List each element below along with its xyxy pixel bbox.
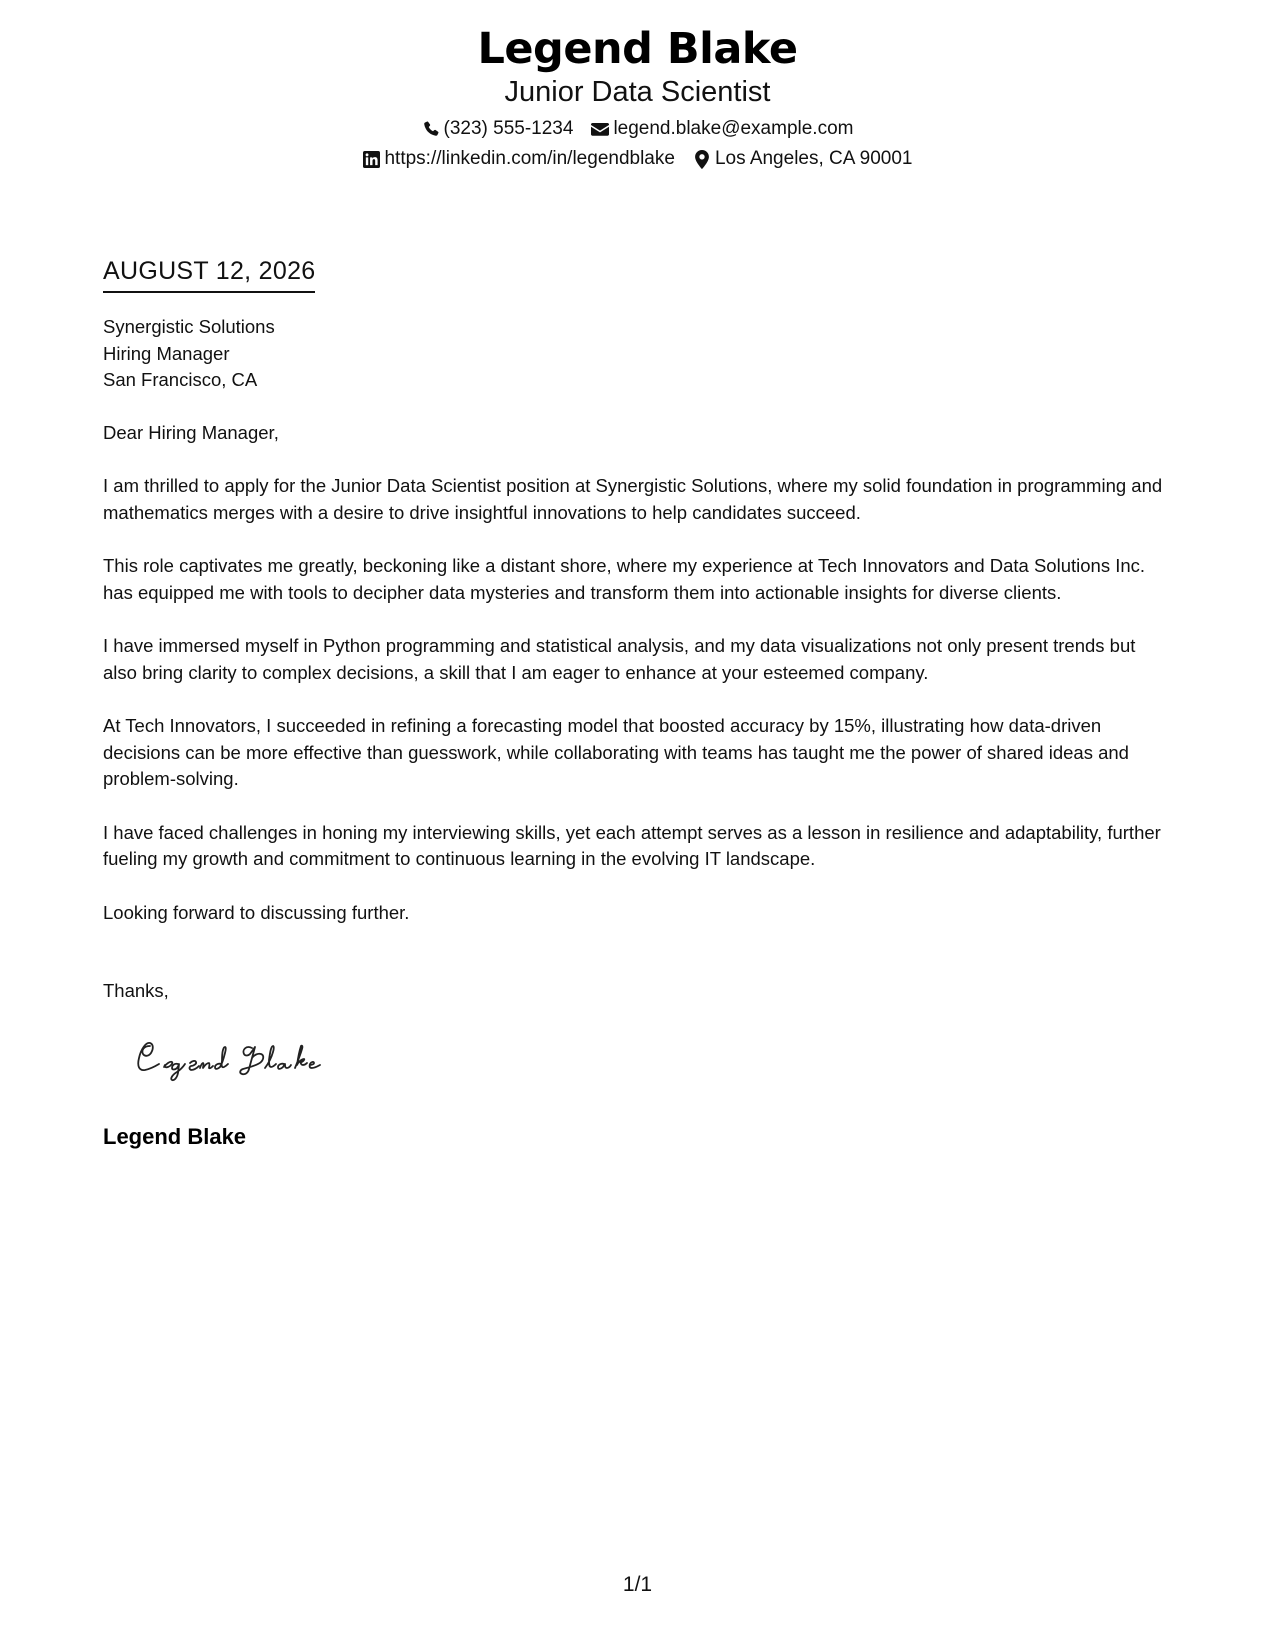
contact-row-secondary (0, 144, 1275, 174)
map-marker-icon (693, 150, 711, 168)
body-paragraph-1: I am thrilled to apply for the Junior Data Scientist position at Synergistic Solutions, where my solid foundation in programming and mathematics merges with a desire to drive insightful innovations to help candidates succeed. (103, 475, 1163, 523)
body-paragraph-4: At Tech Innovators, I succeeded in refining a forecasting model that boosted accuracy by 15%, illustrating how data-driven decisions can be more effective than guesswork, while collaborating with teams has taught me the power of shared ideas and problem-solving. (103, 715, 1129, 789)
linkedin-text: https://linkedin.com/in/legendblake (384, 148, 675, 169)
phone-icon (422, 120, 440, 138)
applicant-name: Legend Blake (477, 24, 798, 74)
contact-phone[interactable] (422, 114, 574, 144)
handwritten-signature (128, 1030, 348, 1090)
location-text: Los Angeles, CA 90001 (714, 148, 913, 169)
closing-line: Looking forward to discussing further. (103, 901, 410, 923)
letter-body (103, 314, 1163, 926)
signed-name: Legend Blake (103, 1124, 247, 1149)
closing-valediction: Thanks, (103, 980, 169, 1001)
contact-row-primary (0, 114, 1275, 144)
applicant-title: Junior Data Scientist (504, 76, 771, 108)
recipient-company: Synergistic Solutions (103, 316, 275, 337)
body-paragraph-5: I have faced challenges in honing my interviewing skills, yet each attempt serves as a lesson in resilience and adaptability, further fueling my growth and commitment to continuous learning in the evolving IT landscape. (103, 821, 1161, 869)
letter-date-block (103, 255, 315, 293)
body-paragraph-2: This role captivates me greatly, beckoning like a distant shore, where my experience at Tech Innovators and Data Solutions Inc. has equipped me with tools to decipher data mysteries and transform them into actionable insights for diverse clients. (103, 555, 1146, 603)
recipient-role: Hiring Manager (103, 342, 230, 364)
contact-location (693, 144, 913, 174)
salutation: Dear Hiring Manager, (103, 421, 279, 443)
recipient-block (103, 314, 1163, 394)
recipient-location: San Francisco, CA (103, 369, 258, 390)
envelope-icon (591, 120, 609, 138)
letter-header (0, 22, 1275, 174)
email-text: legend.blake@example.com (613, 118, 854, 139)
contact-linkedin[interactable] (362, 144, 674, 174)
linkedin-icon (362, 150, 380, 168)
body-paragraph-3: I have immersed myself in Python programming and statistical analysis, and my data visualizations not only present trends but also bring clarity to complex decisions, a skill that I am eager to enhance at your esteemed company. (103, 635, 1136, 683)
contact-email[interactable] (591, 114, 853, 144)
phone-text: (323) 555-1234 (443, 118, 574, 139)
letter-date: AUGUST 12, 2026 (103, 255, 315, 293)
page-number: 1/1 (622, 1573, 653, 1596)
